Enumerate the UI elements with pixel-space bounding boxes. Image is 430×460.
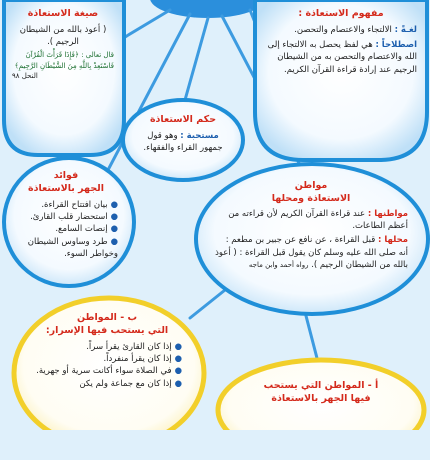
places-pos [214, 234, 408, 271]
connector-line [305, 312, 318, 362]
formula-bubble [4, 0, 124, 155]
list-item: ● إذا كان يقرأ منفرداً. [103, 353, 182, 364]
list-item: ● استحضار قلب القارئ. [30, 211, 118, 222]
benefits-list [14, 199, 118, 261]
concept-lang-label: لغـةً : [394, 24, 417, 35]
places-ref: رواه أحمد وابن ماجه [248, 260, 309, 269]
formula-verse: قال تعالى : ﴿فَإِذَا قَرَأْتَ الْقُرْآنَ فَاسْتَعِذْ بِاللَّهِ مِنَ الشَّيْطَانِ الرَّجِيمِ﴾ [14, 51, 114, 70]
formula-title: صيغة الاستعاذة [27, 8, 99, 19]
bullet-dot-icon: ● [107, 224, 118, 235]
loud-bubble [218, 360, 424, 460]
places-pos-label: محلها : [377, 235, 408, 246]
bullet-dot-icon: ● [107, 236, 118, 247]
list-item: ● إذا كان القارئ يقرأ سراً. [86, 341, 182, 352]
secret-title-1: ب - المواطن [76, 312, 137, 323]
ruling-text: وهو قول جمهور القراء والفقهاء. [143, 130, 223, 154]
list-item: ● في الصلاة سواء أكانت سرية أو جهرية. [36, 366, 182, 377]
concept-term-label: اصطلاحاً : [375, 40, 417, 51]
list-item: ● طرد وساوس الشيطان وخواطر السوء. [27, 236, 118, 259]
benefits-bubble [4, 158, 134, 286]
list-item: ● بيان افتتاح القراءة. [41, 199, 118, 210]
concept-term [265, 39, 417, 76]
concept-title: مفهوم الاستعاذة : [298, 8, 384, 19]
bullet-dot-icon: ● [107, 211, 118, 222]
list-item: ● إذا كان مع جماعة ولم يكن [79, 378, 182, 389]
ruling-bubble [123, 100, 243, 180]
concept-lang-text: الالتجاء والاعتصام والتحصن. [294, 24, 392, 35]
concept-lang [265, 24, 417, 36]
secret-title-2: التي يستحب فيها الإسرار: [45, 324, 169, 336]
bullet-dot-icon: ● [171, 353, 182, 364]
concept-bubble [255, 0, 427, 160]
bullet-dot-icon: ● [107, 199, 118, 210]
loud-title-2: فيها الجهر بالاستعاذة [271, 392, 371, 404]
ruling-text-block [135, 130, 231, 155]
places-place-text: عند قراءة القرآن الكريم لأن قراءته من أعظم الطاعات. [228, 208, 408, 231]
bullet-dot-icon: ● [171, 366, 182, 377]
connector-line [185, 18, 208, 100]
formula-line1: ( أعوذ بالله من الشيطان الرجيم ). [19, 24, 107, 48]
secret-list [32, 341, 182, 390]
loud-title-1: أ - المواطن التي يستحب [263, 380, 379, 391]
places-title-2: الاستعاذة ومحلها [271, 192, 351, 204]
bullet-dot-icon: ● [171, 341, 182, 352]
benefits-title-2: الجهر بالاستعاذة [28, 182, 104, 194]
places-place [214, 208, 408, 233]
benefits-title-1: فوائد [53, 170, 79, 181]
ruling-label: مستحبة : [180, 130, 219, 141]
places-bubble [196, 164, 428, 314]
secret-bubble [14, 298, 204, 448]
places-title-1: مواطن [294, 180, 328, 191]
places-pos-text: قبل القراءة ، عن نافع عن جبير بن مطعم : أنه صلى الله عليه وسلم كان يقول قبل القراءة : ( أعوذ بالله من الشيطان الرجيم ). [215, 235, 408, 270]
bullet-dot-icon: ● [171, 378, 182, 389]
places-place-label: مواطنها : [367, 208, 408, 219]
concept-term-text: هي لفظ يحصل به الالتجاء إلى الله والاعتصام والتحصن به من الشيطان الرجيم عند إرادة قراءة القرآن الكريم. [267, 40, 417, 75]
list-item: ● إنصات السامع. [55, 224, 118, 235]
connector-line [120, 10, 170, 40]
ruling-title: حكم الاستعاذة [149, 114, 217, 125]
formula-ref: النحل ٩٨ [12, 71, 38, 80]
hub-shape [150, 0, 266, 18]
